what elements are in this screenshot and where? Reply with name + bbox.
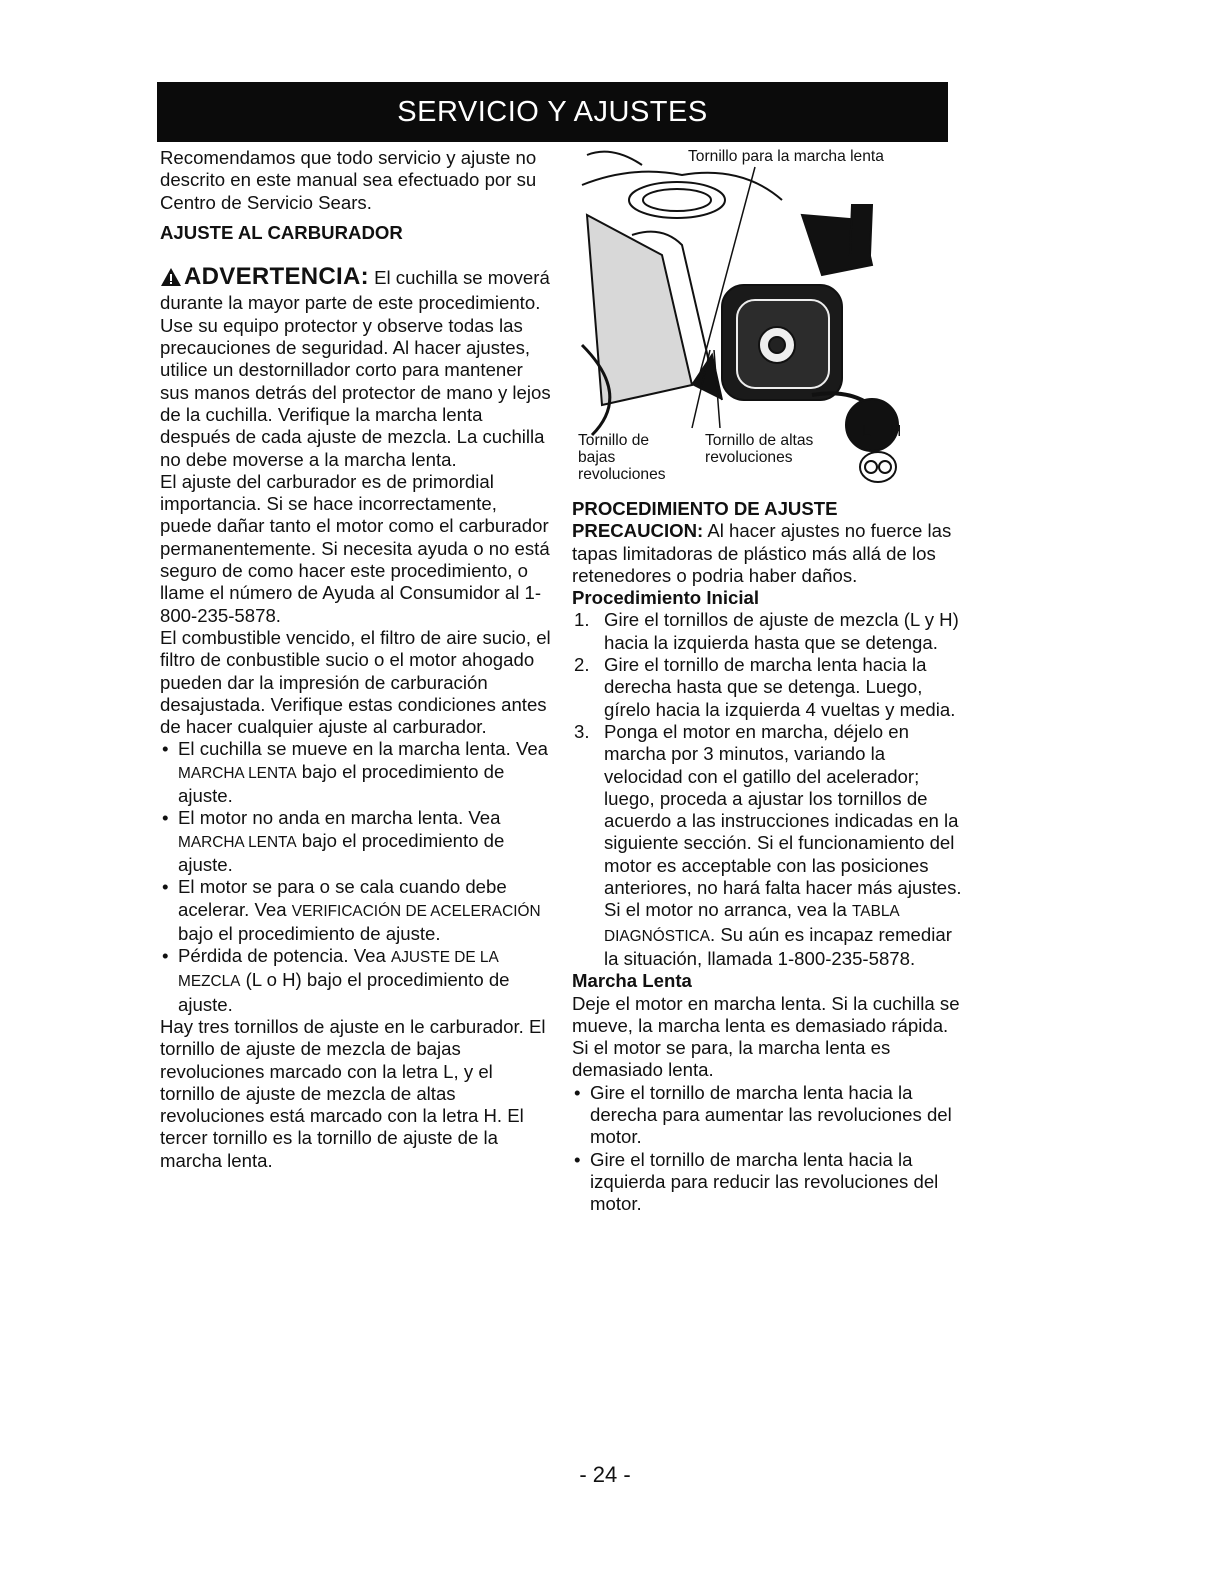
warning-triangle-icon xyxy=(160,267,182,292)
list-item: • El motor no anda en marcha lenta. Vea MARCHA LENTA bajo el procedimiento de ajuste. xyxy=(162,807,505,875)
caution-paragraph xyxy=(572,520,964,587)
list-item: • El motor se para o se cala cuando debe acelerar. Vea VERIFICACIÓN DE ACELERACIÓN bajo el procedimiento de ajuste. xyxy=(162,876,541,944)
fuel-paragraph: El combustible vencido, el filtro de aire sucio, el filtro de conbustible sucio o el motor ahogado pueden dar la impresión de carburación desajustada. Verifique estas condiciones antes de hacer cualquier ajuste al carburador. xyxy=(160,626,551,738)
caution-text: Al hacer ajustes no fuerce las tapas limitadoras de plástico más allá de los retenedores o podria haber daños. xyxy=(572,520,952,586)
warning-label: ADVERTENCIA: xyxy=(184,263,369,291)
idle-paragraph: Deje el motor en marcha lenta. Si la cuchilla se mueve, la marcha lenta es demasiado rápida. Si el motor se para, la marcha lenta es demasiado lenta. xyxy=(572,992,960,1081)
right-column xyxy=(572,498,964,1216)
list-item: • Gire el tornillo de marcha lenta hacia la derecha para aumentar las revoluciones del motor. xyxy=(574,1081,952,1148)
warning-text: El cuchilla se moverá durante la mayor parte de este procedimiento. Use su equipo protector y observe todas las precauciones de seguridad. Al hacer ajustes, utilice un destornillador corto para mantener sus manos detrás del protector de mano y lejos de la cuchilla. Verifique la marcha lenta después de cada ajuste de mezcla. La cuchilla no debe moverse a la marcha lenta. xyxy=(160,267,551,470)
screws-paragraph: Hay tres tornillos de ajuste en le carburador. El tornillo de ajuste de mezcla de bajas revoluciones marcado con la letra L, y el tornillo de ajuste de mezcla de altas revoluciones está marcado con la letra H. El tercer tornillo es la tornillo de ajuste de la marcha lenta. xyxy=(160,1015,546,1171)
carburetor-figure xyxy=(572,145,932,495)
list-item: • Pérdida de potencia. Vea AJUSTE DE LA MEZCLA (L o H) bajo el procedimiento de ajuste. xyxy=(162,945,510,1015)
left-column xyxy=(160,147,552,1172)
mixture-letter-h: H xyxy=(890,423,902,440)
list-item: • Gire el tornillo de marcha lenta hacia la izquierda para reducir las revoluciones del motor. xyxy=(574,1148,939,1215)
carburetor-heading: AJUSTE AL CARBURADOR xyxy=(160,221,403,243)
low-speed-screw-label: Tornillo de bajas revoluciones xyxy=(578,432,666,483)
importance-paragraph: El ajuste del carburador es de primordial importancia. Si se hace incorrectamente, puede dañar tanto el motor como el carburador permanentemente. Si necesita ayuda o no está seguro de como hacer este procedimiento, o llame el número de Ayuda al Consumidor al 1-800-235-5878. xyxy=(160,470,550,626)
idle-screw-label: Tornillo para la marcha lenta xyxy=(688,148,884,165)
initial-procedure-heading: Procedimiento Inicial xyxy=(572,587,760,609)
warning-paragraph xyxy=(160,263,552,471)
list-item: 3. Ponga el motor en marcha, déjelo en marcha por 3 minutos, variando la velocidad con el gatillo del acelerador; luego, proceda a ajustar los tornillos de acuerdo a las instrucciones indicadas en la siguiente sección. Si el funcionamiento del motor es acceptable con las posiciones anteriores, no hará falta hacer más ajustes. Si el motor no arranca, vea la TABLA DIAGNÓSTICA. Su aún es incapaz remediar la situación, llamada 1-800-235-5878. xyxy=(574,720,962,969)
section-title-banner: SERVICIO Y AJUSTES xyxy=(157,82,948,142)
list-item: 2. Gire el tornillo de marcha lenta hacia la derecha hasta que se detenga. Luego, gírelo hacia la izquierda 4 vueltas y media. xyxy=(574,654,956,720)
procedure-heading: PROCEDIMIENTO DE AJUSTE xyxy=(572,498,838,519)
list-item: 1. Gire el tornillos de ajuste de mezcla (L y H) hacia la izquierda hasta que se detenga. xyxy=(574,609,959,653)
idle-heading: Marcha Lenta xyxy=(572,970,692,992)
intro-paragraph: Recomendamos que todo servicio y ajuste no descrito en este manual sea efectuado por su Centro de Servicio Sears. xyxy=(160,147,537,213)
page-number: - 24 - xyxy=(579,1462,631,1487)
caution-label: PRECAUCION: xyxy=(572,520,704,542)
list-item: • El cuchilla se mueve en la marcha lenta. Vea MARCHA LENTA bajo el procedimiento de ajuste. xyxy=(162,738,549,807)
mixture-letter-l: L xyxy=(862,423,871,440)
high-speed-screw-label: Tornillo de altas revoluciones xyxy=(705,432,814,466)
